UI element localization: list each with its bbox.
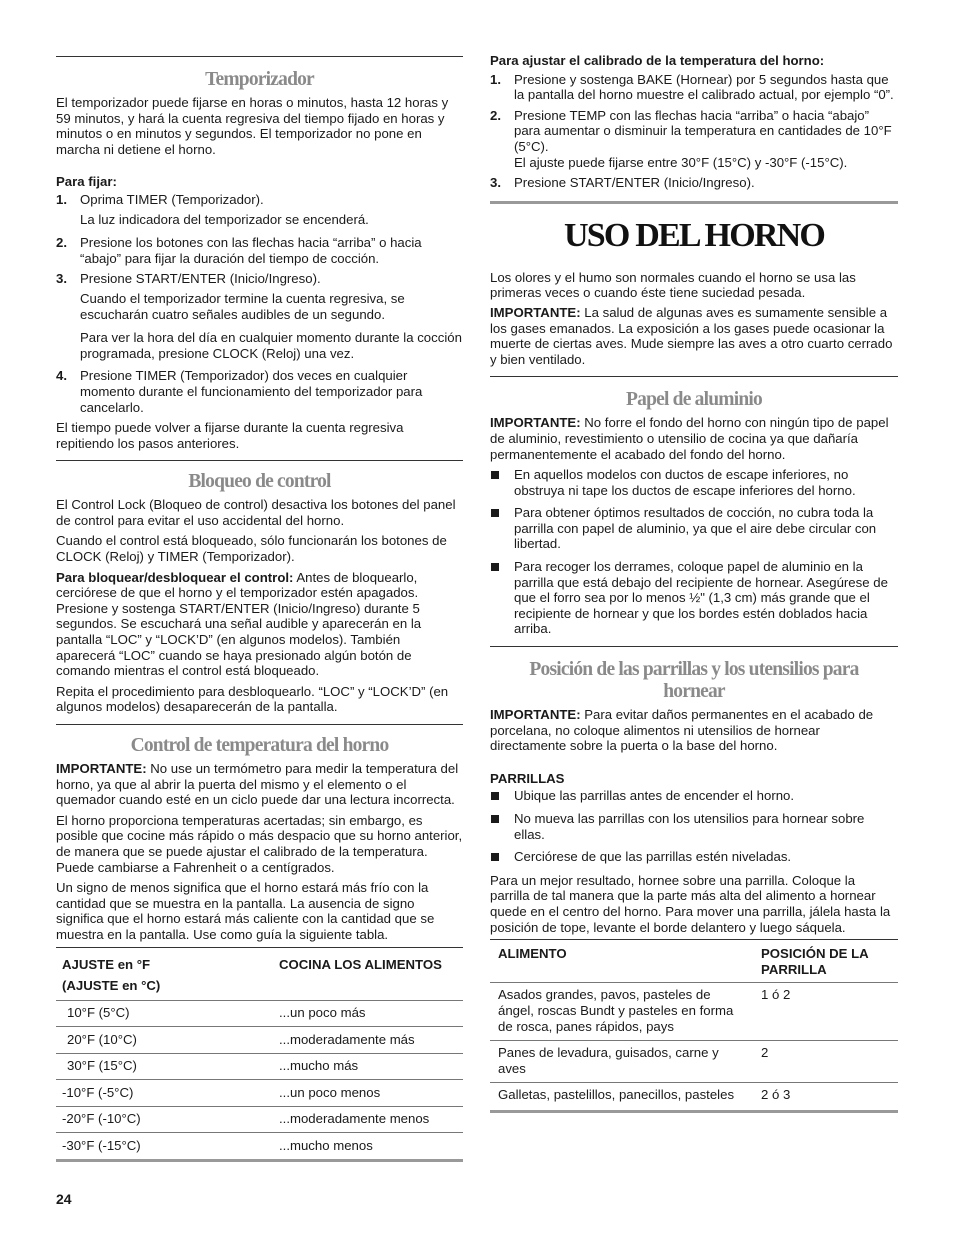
timer-step-2: 2. Presione los botones con las flechas hacia “arriba” o hacia “abajo” para fijar la duración del tiempo de cocción. [56,235,422,266]
racks-subheading: PARRILLAS [490,770,565,786]
lock-p1: El Control Lock (Bloqueo de control) desactiva los botones del panel de control para evitar el uso accidental del horno. [56,497,456,528]
timer-outro: El tiempo puede volver a fijarse durante la cuenta regresiva repitiendo los pasos anteriores. [56,420,404,451]
table-top-rule [490,939,898,940]
racks-heading: Posición de las parrillas y los utensilios para hornear [529,659,859,703]
table-row: Asados grandes, pavos, pasteles de ángel, roscas Bundt y pasteles en forma de rosca, panes rápidos, pays 1 ó 2 [490,983,898,1041]
divider [490,646,898,647]
bullet-icon [490,559,514,637]
table-top-rule [56,947,463,948]
temp-p1: IMPORTANTE: No use un termómetro para medir la temperatura del horno, ya que al abrir la puerta del mismo y el elemento o el quemador cuando esté en un ciclo puede dar una lectura incorrecta. [56,761,459,808]
temp-p2: El horno proporciona temperaturas acertadas; sin embargo, es posible que cocine más rápido o más despacio que su horno anterior, de manera que se puede ajustar el calibrado de la temperatura. Puede cambiarse a Fahrenheit o a centígrados. [56,812,463,875]
list-item: Para obtener óptimos resultados de cocción, no cubra toda la parrilla con papel de aluminio, ya que el aire debe circular con libertad. [490,505,898,552]
calibration-step-1: 1. Presione y sostenga BAKE (Hornear) por 5 segundos hasta que la pantalla del horno muestre el calibrado actual, por ejemplo “0”. [490,71,894,103]
lock-heading: Bloqueo de control [188,471,331,493]
table-row: -30°F (-15°C) ...mucho menos [56,1133,463,1161]
table-row: 10°F (5°C) ...un poco más [56,1000,463,1027]
lock-p3: Para bloquear/desbloquear el control: Antes de bloquearlo, cerciórese de que el horno y el temporizador estén apagados. Presione y sostenga START/ENTER (Inicio/Ingreso) durante 5 segundos. Se escuchará una señal audible y aparecerán en la pantalla “LOC” y “LOCK’D” (en algunos modelos). También aparecerá “LOC” cuando se haya presionado algún botón de comando mientras el control está bloqueado. [56,569,422,679]
timer-step-4: 4. Presione TIMER (Temporizador) dos veces en cualquier momento durante el funcionamiento del temporizador para cancelarlo. [56,368,423,415]
foil-p1: IMPORTANTE: No forre el fondo del horno con ningún tipo de papel de aluminio, revestimiento o utensilio de cocina ya que dañaría permanentemente el acabado del fondo del horno. [490,415,889,462]
table-row: 20°F (10°C) ...moderadamente más [56,1027,463,1054]
table-header-row: AJUSTE en °F (AJUSTE en °C) COCINA LOS ALIMENTOS [62,956,442,993]
table-header-row: ALIMENTO POSICIÓN DE LA PARRILLA [498,946,869,977]
list-item: Ubique las parrillas antes de encender el horno. [490,788,898,804]
list-item: En aquellos modelos con ductos de escape inferiores, no obstruya ni tape los ductos de escape inferiores del horno. [490,467,898,498]
list-item: Cerciórese de que las parrillas estén niveladas. [490,849,898,865]
calibration-step-3: 3. Presione START/ENTER (Inicio/Ingreso). [490,175,755,191]
timer-intro: El temporizador puede fijarse en horas o minutos, hasta 12 horas y 59 minutos, y hará la cuenta regresiva del tiempo fijado en horas y minutos o en minutos y segundos. El temporizador no pone en marcha ni detiene el horno. [56,95,449,157]
right-column [490,0,898,1113]
section-title: USO DEL HORNO [564,216,824,254]
bullet-icon [490,505,514,552]
use-p1: Los olores y el humo son normales cuando el horno se usa las primeras veces o cuando éste tiene suciedad pesada. [490,269,856,301]
left-column [56,0,463,1162]
timer-step-1: 1. Oprima TIMER (Temporizador). La luz indicadora del temporizador se encenderá. [56,191,369,227]
table-row: -20°F (-10°C) ...moderadamente menos [56,1106,463,1133]
bullet-icon [490,467,514,498]
divider [490,201,898,204]
lock-p2: Cuando el control está bloqueado, sólo funcionarán los botones de CLOCK (Reloj) y TIMER (Temporizador). [56,533,447,565]
divider [490,376,898,377]
divider [56,724,463,725]
timer-set-label: Para fijar: [56,174,117,190]
table-row: Panes de levadura, guisados, carne y aves 2 [490,1041,898,1083]
temp-p3: Un signo de menos significa que el horno estará más frío con la cantidad que se muestra en la pantalla. La ausencia de signo significa que el horno estará más caliente con la cantidad que se muestra en la pantalla. Use como guía la siguiente tabla. [56,880,435,942]
timer-steps [56,192,463,415]
calibration-title: Para ajustar el calibrado de la temperatura del horno: [490,53,825,68]
list-item: No mueva las parrillas con los utensilios para hornear sobre ellas. [490,811,898,842]
calibration-step-2: 2. Presione TEMP con las flechas hacia “arriba” o hacia “abajo” para aumentar o disminuir la temperatura en cantidades de 10°F (5°C). El ajuste puede fijarse entre 30°F (15°C) y -30°F (-15°C). [490,107,892,170]
bullet-icon [490,811,514,842]
foil-heading: Papel de aluminio [626,389,762,411]
table-row: -10°F (-5°C) ...un poco menos [56,1080,463,1107]
timer-heading: Temporizador [205,69,314,90]
rack-position-table [490,946,898,1113]
bullet-icon [490,788,514,804]
temp-heading: Control de temperatura del horno [130,735,389,756]
divider [56,460,463,461]
racks-p2: Para un mejor resultado, hornee sobre una parrilla. Coloque la parrilla de tal manera que la parte más alta del alimento a hornear quede en el centro del horno. Para mover una parrilla, jálela hasta la posición de tope, levante el borde delantero y luego sáquela. [490,872,891,935]
racks-p1: IMPORTANTE: Para evitar daños permanentes en el acabado de porcelana, no coloque alimentos ni utensilios de hornear directamente sobre la puerta o la base del horno. [490,707,874,754]
divider [56,56,463,57]
table-row: 30°F (15°C) ...mucho más [56,1053,463,1080]
bullet-icon [490,849,514,865]
temperature-table [56,954,463,1162]
timer-step-3: 3. Presione START/ENTER (Inicio/Ingreso). Cuando el temporizador termine la cuenta regresiva, se escucharán cuatro señales audibles de un segundo. Para ver la hora del día en cualquier momento durante la cocción programada, presione CLOCK (Reloj) una vez. [56,271,462,361]
lock-p4: Repita el procedimiento para desbloquearlo. “LOC” y “LOCK’D” (en algunos modelos) desaparecerán de la pantalla. [56,683,449,715]
list-item: Para recoger los derrames, coloque papel de aluminio en la parrilla que está debajo del recipiente de hornear. Asegúrese de que el forro sea por lo menos ½" (1,3 cm) más grande que el recipiente de hornear y que los bordes estén doblados hacia arriba. [490,559,898,637]
use-p2: IMPORTANTE: La salud de algunas aves es sumamente sensible a los gases emanados. La exposición a los gases puede ocasionar la muerte de ciertas aves. Mude siempre las aves a otro cuarto cerrado y bien ventilado. [490,304,893,367]
page-number: 24 [56,1191,72,1207]
table-row: Galletas, pastelillos, panecillos, pasteles 2 ó 3 [490,1083,898,1112]
